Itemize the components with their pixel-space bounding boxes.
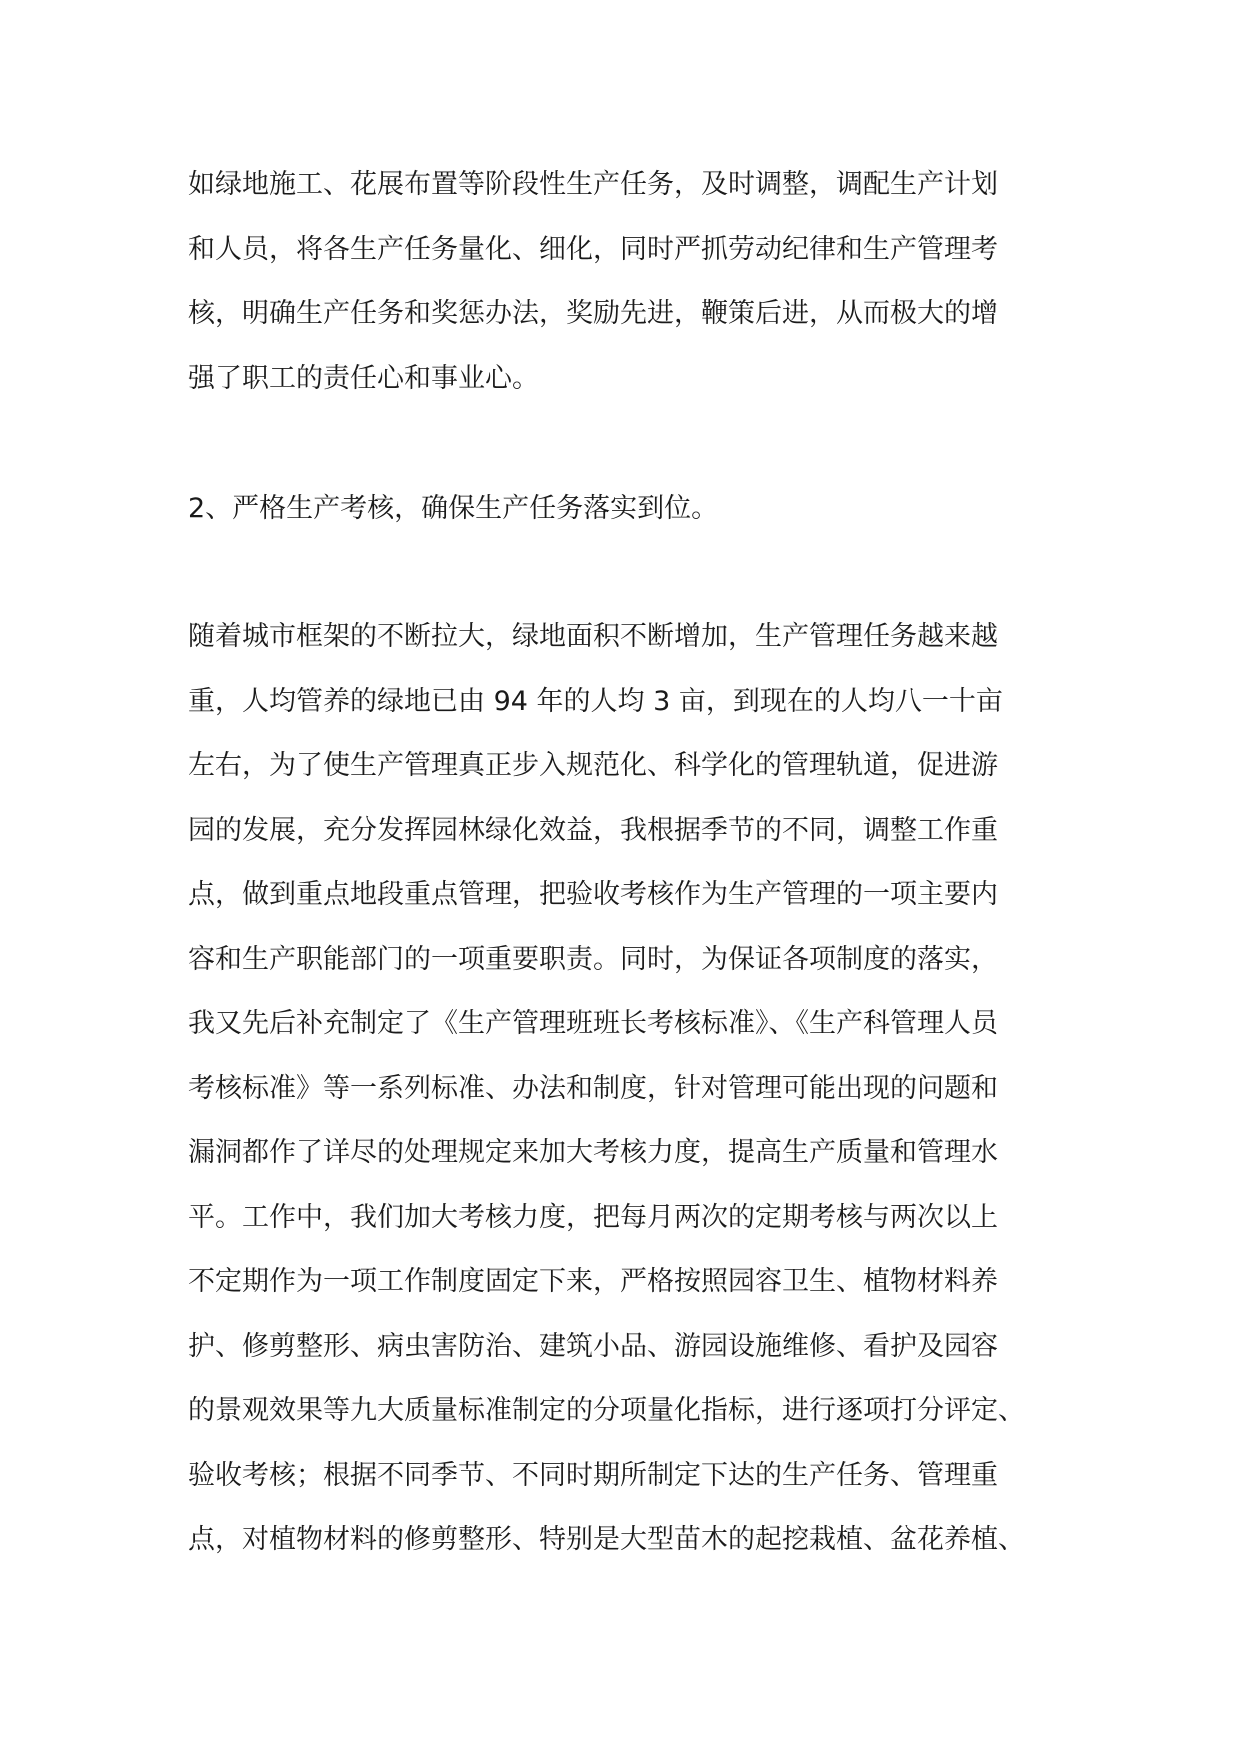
section-heading: 2、严格生产考核，确保生产任务落实到位。 bbox=[188, 493, 719, 524]
paragraph-3 bbox=[188, 605, 1088, 1573]
text-line: 点，对植物材料的修剪整形、特别是大型苗木的起挖栽植、盆花养植、 bbox=[188, 1524, 1025, 1555]
text-line: 强了职工的责任心和事业心。 bbox=[188, 362, 539, 394]
text-line: 随着城市框架的不断拉大，绿地面积不断增加，生产管理任务越来越 bbox=[188, 621, 998, 652]
text-line: 点，做到重点地段重点管理，把验收考核作为生产管理的一项主要内 bbox=[188, 879, 998, 910]
text-line: 不定期作为一项工作制度固定下来，严格按照园容卫生、植物材料养 bbox=[188, 1266, 998, 1297]
text-line: 考核标准》等一系列标准、办法和制度，针对管理可能出现的问题和 bbox=[188, 1072, 998, 1104]
text-line: 和人员，将各生产任务量化、细化，同时严抓劳动纪律和生产管理考 bbox=[188, 233, 998, 265]
text-line: 平。工作中，我们加大考核力度，把每月两次的定期考核与两次以上 bbox=[188, 1201, 998, 1233]
text-line: 的景观效果等九大质量标准制定的分项量化指标，进行逐项打分评定、 bbox=[188, 1395, 1025, 1426]
text-line: 漏洞都作了详尽的处理规定来加大考核力度，提高生产质量和管理水 bbox=[188, 1137, 998, 1168]
text-line: 验收考核；根据不同季节、不同时期所制定下达的生产任务、管理重 bbox=[188, 1459, 998, 1491]
text-line: 核，明确生产任务和奖惩办法，奖励先进，鞭策后进，从而极大的增 bbox=[188, 298, 998, 329]
text-line: 园的发展，充分发挥园林绿化效益，我根据季节的不同，调整工作重 bbox=[188, 814, 998, 846]
section-heading-paragraph bbox=[188, 477, 1088, 542]
text-line: 左右，为了使生产管理真正步入规范化、科学化的管理轨道，促进游 bbox=[188, 750, 998, 781]
text-line: 我又先后补充制定了《生产管理班班长考核标准》、《生产科管理人员 bbox=[188, 1008, 998, 1039]
text-line: 重，人均管养的绿地已由 94 年的人均 3 亩，到现在的人均八一十亩 bbox=[188, 685, 1003, 717]
text-line: 容和生产职能部门的一项重要职责。同时，为保证各项制度的落实， bbox=[188, 943, 998, 975]
text-line: 护、修剪整形、病虫害防治、建筑小品、游园设施维修、看护及园容 bbox=[188, 1330, 998, 1362]
paragraph-1 bbox=[188, 153, 1088, 411]
text-line: 如绿地施工、花展布置等阶段性生产任务，及时调整，调配生产计划 bbox=[188, 169, 998, 200]
